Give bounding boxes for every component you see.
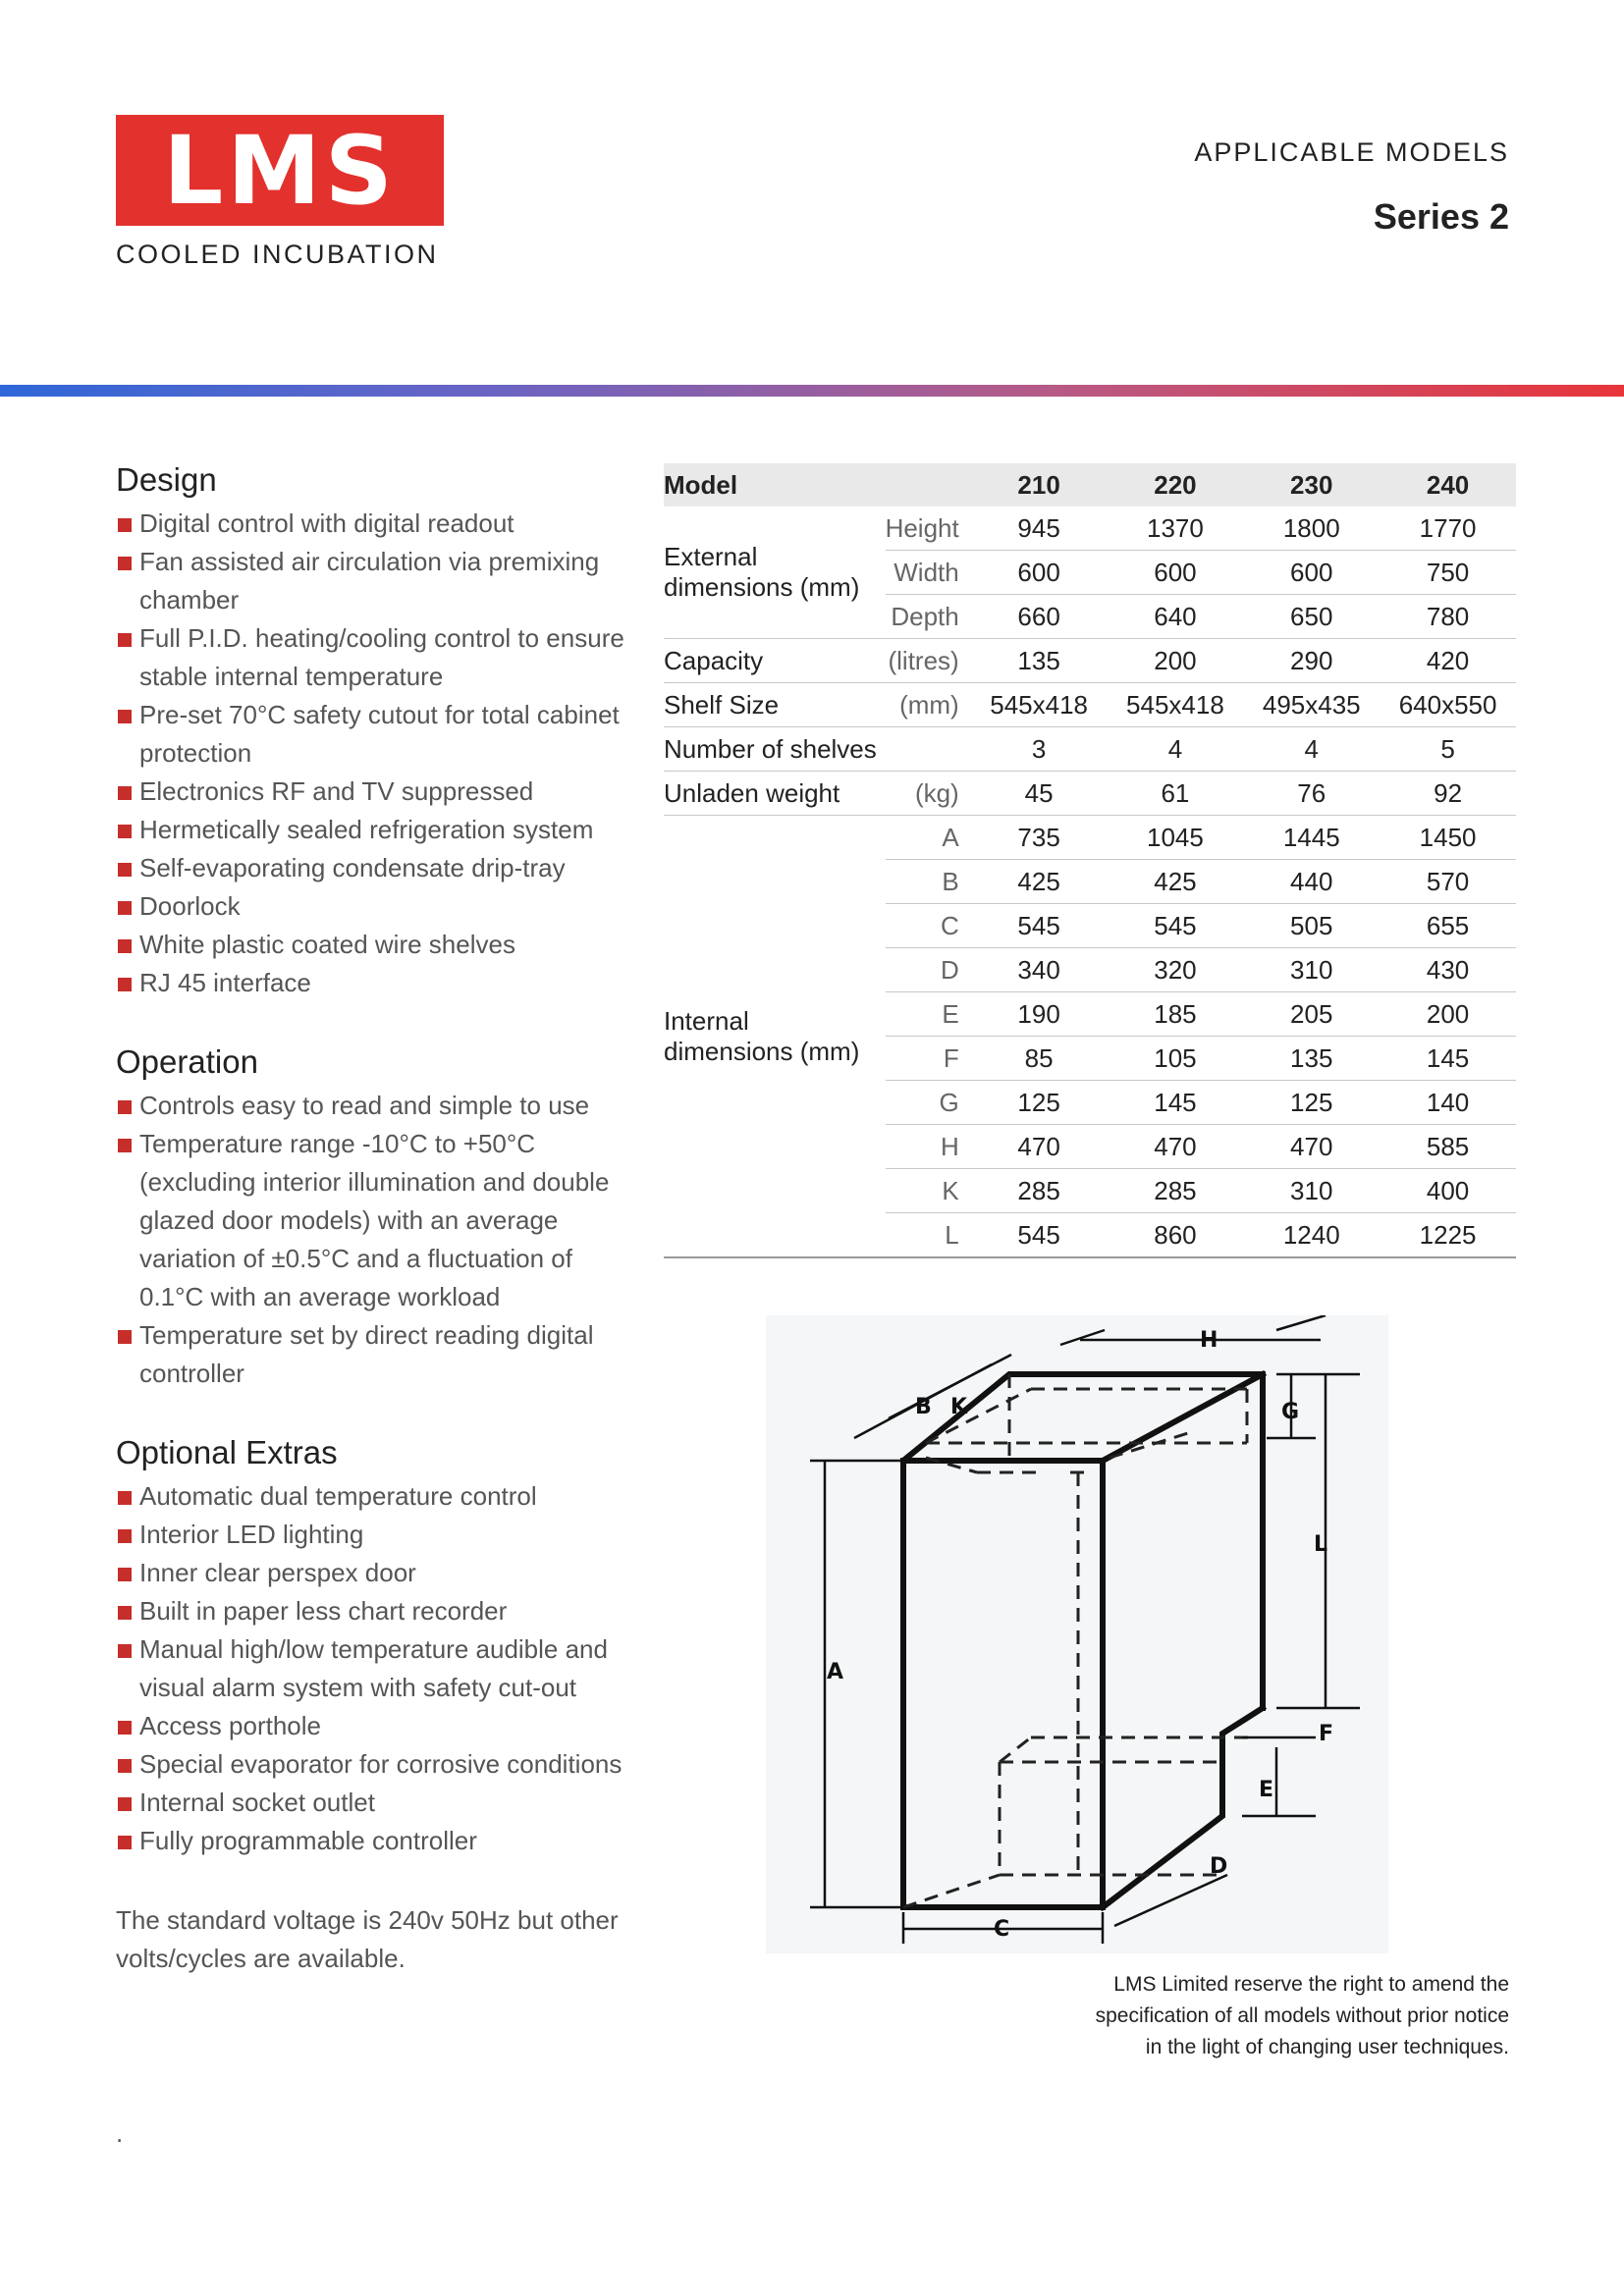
table-cell: 430 xyxy=(1380,948,1516,992)
table-cell: 285 xyxy=(971,1169,1108,1213)
table-cell: 425 xyxy=(1108,860,1244,904)
table-cell: 640 xyxy=(1108,595,1244,639)
row-group-label xyxy=(664,816,886,1258)
table-cell: 640x550 xyxy=(1380,683,1516,727)
disclaimer-line: specification of all models without prior notice xyxy=(1095,2004,1509,2027)
table-header-row xyxy=(664,463,1516,507)
bullet-square-icon xyxy=(118,1330,132,1344)
table-cell: 1370 xyxy=(1108,507,1244,551)
row-unit: F xyxy=(886,1037,971,1081)
bullet-square-icon xyxy=(118,1644,132,1658)
diagram-label-h: H xyxy=(1200,1328,1218,1353)
row-unit xyxy=(886,727,971,772)
table-cell: 310 xyxy=(1243,948,1380,992)
bullet-square-icon xyxy=(118,557,132,570)
list-item xyxy=(116,1630,626,1707)
list-item xyxy=(116,1554,626,1592)
table-cell: 505 xyxy=(1243,904,1380,948)
bullet-square-icon xyxy=(118,1606,132,1620)
list-item-text: RJ 45 interface xyxy=(139,968,311,997)
table-cell: 1225 xyxy=(1380,1213,1516,1258)
table-cell: 600 xyxy=(1108,551,1244,595)
table-cell: 92 xyxy=(1380,772,1516,816)
table-cell: 5 xyxy=(1380,727,1516,772)
operation-list xyxy=(116,1087,626,1393)
extras-list xyxy=(116,1477,626,1860)
table-cell: 200 xyxy=(1108,639,1244,683)
bullet-square-icon xyxy=(118,1836,132,1849)
list-item-text: Temperature set by direct reading digital controller xyxy=(139,1320,594,1388)
table-row xyxy=(664,772,1516,816)
table-row xyxy=(664,816,1516,860)
model-header: Model xyxy=(664,463,971,507)
list-item xyxy=(116,1125,626,1316)
list-item xyxy=(116,887,626,926)
model-column-header: 230 xyxy=(1243,463,1380,507)
table-cell: 61 xyxy=(1108,772,1244,816)
list-item xyxy=(116,1592,626,1630)
table-cell: 205 xyxy=(1243,992,1380,1037)
list-item-text: Digital control with digital readout xyxy=(139,508,514,538)
list-item-text: Automatic dual temperature control xyxy=(139,1481,537,1511)
table-cell: 1770 xyxy=(1380,507,1516,551)
table-cell: 440 xyxy=(1243,860,1380,904)
list-item-text: Hermetically sealed refrigeration system xyxy=(139,815,594,844)
row-unit: Width xyxy=(886,551,971,595)
row-unit: G xyxy=(886,1081,971,1125)
table-cell: 495x435 xyxy=(1243,683,1380,727)
bullet-square-icon xyxy=(118,1100,132,1114)
diagram-label-l: L xyxy=(1314,1532,1328,1557)
table-cell: 545 xyxy=(971,1213,1108,1258)
list-item xyxy=(116,543,626,619)
table-cell: 470 xyxy=(1108,1125,1244,1169)
row-label: Capacity xyxy=(664,639,886,683)
list-item-text: Internal socket outlet xyxy=(139,1788,375,1817)
design-list xyxy=(116,505,626,1002)
table-row xyxy=(664,683,1516,727)
table-cell: 340 xyxy=(971,948,1108,992)
table-cell: 470 xyxy=(971,1125,1108,1169)
bullet-square-icon xyxy=(118,633,132,647)
diagram-label-a: A xyxy=(827,1660,844,1684)
table-row xyxy=(664,507,1516,551)
table-cell: 145 xyxy=(1108,1081,1244,1125)
table-cell: 1800 xyxy=(1243,507,1380,551)
row-group-label-line: External xyxy=(664,542,758,571)
table-cell: 470 xyxy=(1243,1125,1380,1169)
row-unit: Depth xyxy=(886,595,971,639)
list-item-text: Fully programmable controller xyxy=(139,1826,477,1855)
list-item-text: Fan assisted air circulation via premixing chamber xyxy=(139,547,600,614)
row-unit: D xyxy=(886,948,971,992)
row-unit: A xyxy=(886,816,971,860)
features-column xyxy=(116,461,626,1978)
list-item-text: Manual high/low temperature audible and visual alarm system with safety cut-out xyxy=(139,1634,608,1702)
footer-dot: . xyxy=(116,2118,124,2148)
disclaimer xyxy=(959,1969,1509,2063)
table-cell: 655 xyxy=(1380,904,1516,948)
list-item xyxy=(116,964,626,1002)
company-logo xyxy=(116,115,444,226)
row-label: Number of shelves xyxy=(664,727,886,772)
bullet-square-icon xyxy=(118,901,132,915)
list-item xyxy=(116,926,626,964)
table-cell: 600 xyxy=(1243,551,1380,595)
row-unit: (litres) xyxy=(886,639,971,683)
bullet-square-icon xyxy=(118,518,132,532)
table-cell: 200 xyxy=(1380,992,1516,1037)
table-row xyxy=(664,727,1516,772)
table-cell: 425 xyxy=(971,860,1108,904)
list-item xyxy=(116,1822,626,1860)
bullet-square-icon xyxy=(118,710,132,723)
table-cell: 1445 xyxy=(1243,816,1380,860)
design-heading: Design xyxy=(116,461,217,498)
list-item xyxy=(116,505,626,543)
specification-table xyxy=(664,463,1516,1258)
list-item xyxy=(116,1516,626,1554)
list-item xyxy=(116,1316,626,1393)
diagram-label-d: D xyxy=(1210,1854,1228,1879)
bullet-square-icon xyxy=(118,939,132,953)
table-cell: 135 xyxy=(971,639,1108,683)
list-item xyxy=(116,1707,626,1745)
row-unit: E xyxy=(886,992,971,1037)
series-title: Series 2 xyxy=(1373,196,1509,237)
bullet-square-icon xyxy=(118,1759,132,1773)
table-cell: 3 xyxy=(971,727,1108,772)
bullet-square-icon xyxy=(118,825,132,838)
table-cell: 545 xyxy=(1108,904,1244,948)
table-cell: 140 xyxy=(1380,1081,1516,1125)
table-cell: 85 xyxy=(971,1037,1108,1081)
list-item-text: Access porthole xyxy=(139,1711,321,1740)
table-cell: 135 xyxy=(1243,1037,1380,1081)
table-cell: 76 xyxy=(1243,772,1380,816)
list-item-text: Electronics RF and TV suppressed xyxy=(139,776,534,806)
list-item xyxy=(116,811,626,849)
table-cell: 585 xyxy=(1380,1125,1516,1169)
list-item-text: Controls easy to read and simple to use xyxy=(139,1091,590,1120)
list-item-text: White plastic coated wire shelves xyxy=(139,930,515,959)
row-label: Unladen weight xyxy=(664,772,886,816)
bullet-square-icon xyxy=(118,1568,132,1581)
table-cell: 660 xyxy=(971,595,1108,639)
list-item-text: Pre-set 70°C safety cutout for total cabinet protection xyxy=(139,700,620,768)
list-item xyxy=(116,1087,626,1125)
table-cell: 4 xyxy=(1243,727,1380,772)
model-column-header: 220 xyxy=(1108,463,1244,507)
table-cell: 780 xyxy=(1380,595,1516,639)
row-unit: H xyxy=(886,1125,971,1169)
bullet-square-icon xyxy=(118,1797,132,1811)
row-label: Shelf Size xyxy=(664,683,886,727)
table-cell: 545x418 xyxy=(971,683,1108,727)
gradient-divider xyxy=(0,385,1624,397)
cabinet-dimensions-diagram xyxy=(766,1315,1388,1953)
bullet-square-icon xyxy=(118,1139,132,1152)
optional-extras-heading: Optional Extras xyxy=(116,1434,338,1470)
row-unit: (mm) xyxy=(886,683,971,727)
diagram-label-c: C xyxy=(994,1917,1010,1942)
list-item xyxy=(116,773,626,811)
list-item xyxy=(116,696,626,773)
table-cell: 600 xyxy=(971,551,1108,595)
table-cell: 1450 xyxy=(1380,816,1516,860)
table-cell: 185 xyxy=(1108,992,1244,1037)
model-column-header: 240 xyxy=(1380,463,1516,507)
list-item-text: Full P.I.D. heating/cooling control to ensure stable internal temperature xyxy=(139,623,624,691)
table-cell: 1045 xyxy=(1108,816,1244,860)
bullet-square-icon xyxy=(118,863,132,877)
model-column-header: 210 xyxy=(971,463,1108,507)
bullet-square-icon xyxy=(118,786,132,800)
table-cell: 145 xyxy=(1380,1037,1516,1081)
list-item-text: Special evaporator for corrosive conditions xyxy=(139,1749,623,1779)
disclaimer-line: LMS Limited reserve the right to amend the xyxy=(1113,1973,1509,1996)
table-cell: 750 xyxy=(1380,551,1516,595)
table-cell: 290 xyxy=(1243,639,1380,683)
operation-heading: Operation xyxy=(116,1043,258,1080)
table-cell: 545x418 xyxy=(1108,683,1244,727)
diagram-label-f: F xyxy=(1319,1722,1334,1746)
list-item xyxy=(116,1784,626,1822)
row-group-label-line: Internal xyxy=(664,1005,749,1036)
table-cell: 650 xyxy=(1243,595,1380,639)
table-cell: 45 xyxy=(971,772,1108,816)
logo-text: LMS xyxy=(163,115,397,226)
row-unit: L xyxy=(886,1213,971,1258)
row-group-label-line: dimensions (mm) xyxy=(664,1036,860,1066)
table-cell: 545 xyxy=(971,904,1108,948)
list-item xyxy=(116,1477,626,1516)
logo-subtitle: COOLED INCUBATION xyxy=(116,240,439,269)
bullet-square-icon xyxy=(118,978,132,991)
list-item xyxy=(116,849,626,887)
row-unit: C xyxy=(886,904,971,948)
list-item xyxy=(116,1745,626,1784)
table-cell: 310 xyxy=(1243,1169,1380,1213)
list-item-text: Doorlock xyxy=(139,891,241,921)
diagram-label-e: E xyxy=(1259,1778,1274,1802)
bullet-square-icon xyxy=(118,1529,132,1543)
table-cell: 735 xyxy=(971,816,1108,860)
table-cell: 125 xyxy=(971,1081,1108,1125)
diagram-label-k: K xyxy=(950,1395,968,1419)
diagram-label-g: G xyxy=(1281,1400,1300,1424)
table-cell: 860 xyxy=(1108,1213,1244,1258)
row-unit: B xyxy=(886,860,971,904)
row-unit: Height xyxy=(886,507,971,551)
table-row xyxy=(664,639,1516,683)
diagram-label-b: B xyxy=(915,1395,932,1419)
list-item-text: Temperature range -10°C to +50°C (excluding interior illumination and double glazed door models) with an average variation of ±0.5°C and a fluctuation of 0.1°C with an average workload xyxy=(139,1129,610,1311)
list-item-text: Built in paper less chart recorder xyxy=(139,1596,508,1626)
table-cell: 1240 xyxy=(1243,1213,1380,1258)
bullet-square-icon xyxy=(118,1721,132,1735)
list-item-text: Interior LED lighting xyxy=(139,1520,364,1549)
row-group-label-line: dimensions (mm) xyxy=(664,572,860,602)
table-cell: 320 xyxy=(1108,948,1244,992)
table-cell: 105 xyxy=(1108,1037,1244,1081)
bullet-square-icon xyxy=(118,1491,132,1505)
list-item xyxy=(116,619,626,696)
table-cell: 285 xyxy=(1108,1169,1244,1213)
row-unit: K xyxy=(886,1169,971,1213)
list-item-text: Self-evaporating condensate drip-tray xyxy=(139,853,566,882)
disclaimer-line: in the light of changing user techniques. xyxy=(1145,2036,1509,2058)
applicable-models-label: APPLICABLE MODELS xyxy=(1194,137,1509,167)
table-cell: 420 xyxy=(1380,639,1516,683)
table-cell: 4 xyxy=(1108,727,1244,772)
table-cell: 570 xyxy=(1380,860,1516,904)
table-cell: 190 xyxy=(971,992,1108,1037)
table-cell: 125 xyxy=(1243,1081,1380,1125)
table-cell: 945 xyxy=(971,507,1108,551)
list-item-text: Inner clear perspex door xyxy=(139,1558,416,1587)
voltage-note: The standard voltage is 240v 50Hz but other volts/cycles are available. xyxy=(116,1905,619,1973)
table-cell: 400 xyxy=(1380,1169,1516,1213)
row-group-label xyxy=(664,507,886,639)
row-unit: (kg) xyxy=(886,772,971,816)
